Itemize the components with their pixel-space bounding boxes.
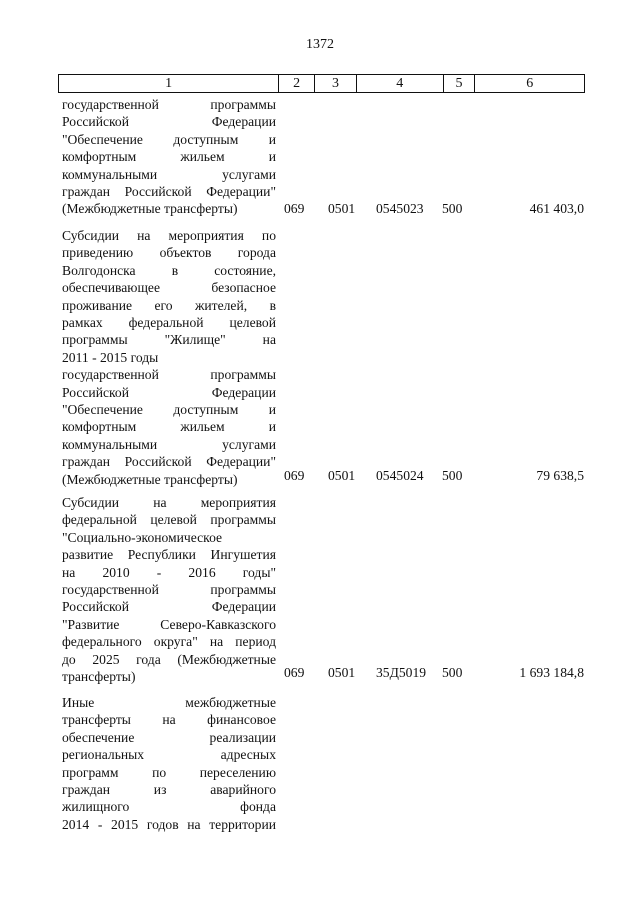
description-line: комфортным жильем и	[62, 149, 276, 165]
description-line: программ по переселению	[62, 764, 276, 780]
description-line: государственной программы	[62, 97, 276, 112]
description-line: региональных адресных	[62, 747, 276, 763]
table-header	[58, 74, 585, 93]
column-header-5: 5	[444, 75, 476, 92]
description-line: Субсидии на мероприятия по	[62, 228, 276, 243]
description-line: федеральной целевой программы	[62, 512, 276, 528]
description-line: на 2010 - 2016 годы"	[62, 564, 276, 580]
column-header-1: 1	[59, 75, 279, 92]
ved-code: 069	[284, 468, 305, 483]
description-line: 2011 - 2015 годы	[62, 349, 159, 365]
amount-value: 1 693 184,8	[519, 665, 584, 680]
description-line: коммунальными услугами	[62, 436, 276, 452]
description-line: приведению объектов города	[62, 245, 276, 261]
description-line: программы "Жилище" на	[62, 332, 276, 348]
row-description	[62, 227, 276, 488]
description-line: граждан из аварийного	[62, 782, 276, 798]
description-line: трансферты на финансовое	[62, 712, 276, 728]
description-line: граждан Российской Федерации"	[62, 184, 276, 200]
description-line: Российской Федерации	[62, 384, 276, 400]
description-line: обеспечивающее безопасное	[62, 280, 276, 296]
amount-value: 461 403,0	[529, 201, 584, 216]
description-line: проживание его жителей, в	[62, 297, 276, 313]
description-line: "Обеспечение доступным и	[62, 131, 276, 147]
page-number: 1372	[306, 37, 334, 52]
row-description	[62, 96, 276, 218]
column-header-2: 2	[279, 75, 315, 92]
description-line: "Социально-экономическое	[62, 529, 223, 545]
description-line: Российской Федерации	[62, 599, 276, 615]
target-article-code: 0545024	[376, 468, 424, 483]
description-line: (Межбюджетные трансферты)	[62, 201, 238, 217]
description-line: (Межбюджетные трансферты)	[62, 471, 238, 487]
description-line: "Обеспечение доступным и	[62, 402, 276, 418]
description-line: "Развитие Северо-Кавказского	[62, 616, 276, 632]
description-line: федерального округа" на период	[62, 634, 276, 650]
target-article-code: 35Д5019	[376, 665, 427, 680]
description-line: Иные межбюджетные	[62, 695, 276, 710]
section-code: 0501	[328, 665, 356, 680]
expense-type-code: 500	[442, 468, 463, 483]
expense-type-code: 500	[442, 665, 463, 680]
description-line: Волгодонска в состояние,	[62, 262, 276, 278]
expense-type-code: 500	[442, 201, 463, 216]
column-header-3: 3	[315, 75, 357, 92]
column-header-4: 4	[357, 75, 444, 92]
row-description	[62, 694, 276, 833]
description-line: обеспечение реализации	[62, 729, 276, 745]
description-line: комфортным жильем и	[62, 419, 276, 435]
ved-code: 069	[284, 665, 305, 680]
description-line: до 2025 года (Межбюджетные	[62, 651, 276, 667]
target-article-code: 0545023	[376, 201, 424, 216]
description-line: жилищного фонда	[62, 799, 276, 815]
description-line: коммунальными услугами	[62, 166, 276, 182]
row-description	[62, 494, 276, 685]
description-line: Субсидии на мероприятия	[62, 495, 276, 510]
description-line: Российской Федерации	[62, 114, 276, 130]
description-line: государственной программы	[62, 367, 276, 383]
description-line: 2014 - 2015 годов на территории	[62, 816, 276, 832]
column-header-6: 6	[526, 76, 534, 91]
description-line: развитие Республики Ингушетия	[62, 547, 276, 563]
description-line: граждан Российской Федерации"	[62, 454, 276, 470]
amount-value: 79 638,5	[536, 468, 584, 483]
section-code: 0501	[328, 201, 356, 216]
description-line: трансферты)	[62, 669, 136, 685]
section-code: 0501	[328, 468, 356, 483]
description-line: рамках федеральной целевой	[62, 315, 276, 331]
description-line: государственной программы	[62, 582, 276, 598]
ved-code: 069	[284, 201, 305, 216]
